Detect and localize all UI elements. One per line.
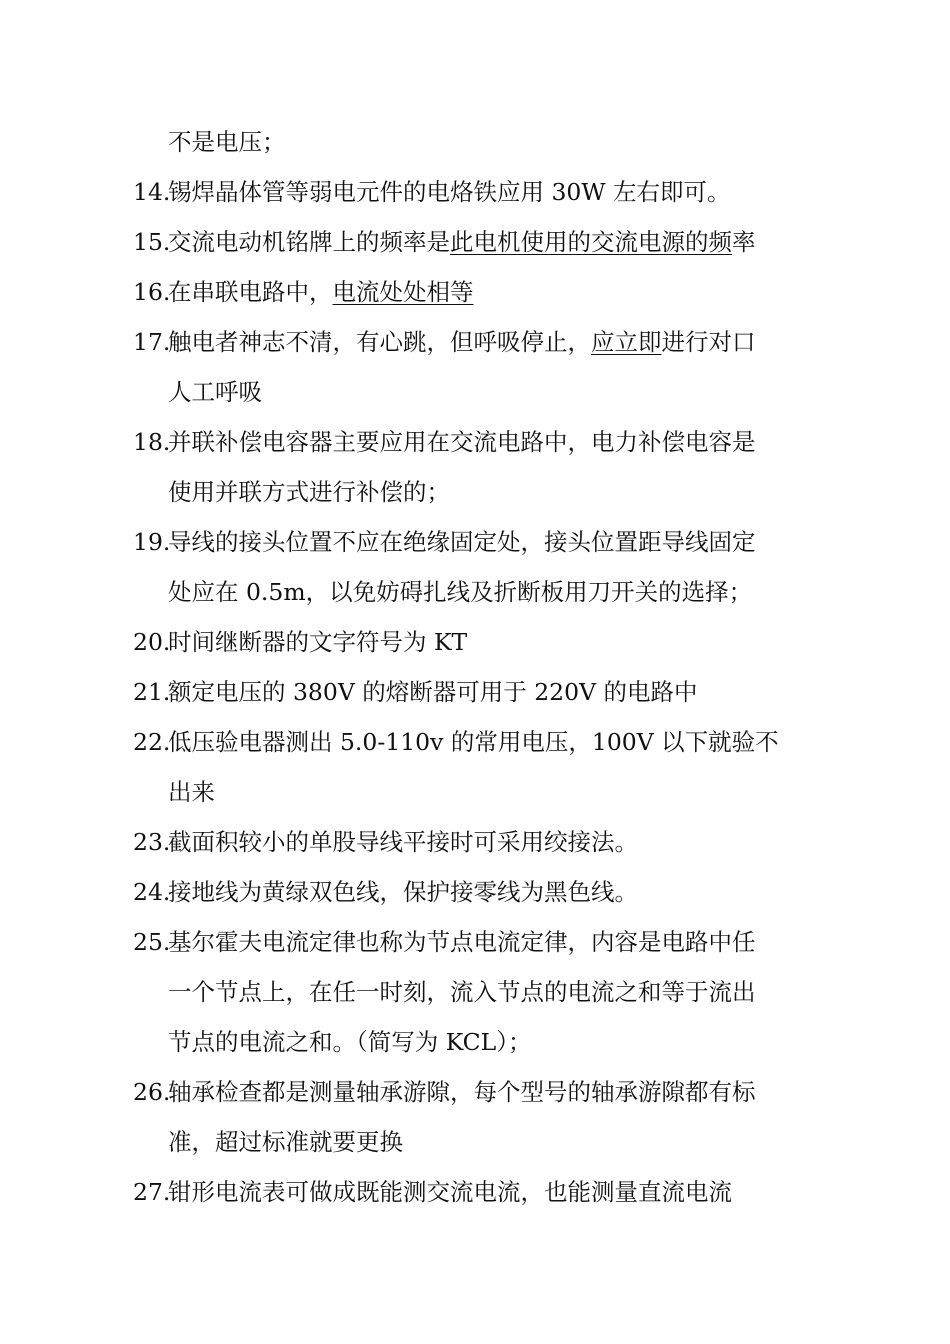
text-segment: 截面积较小的单股导线平接时可采用绞接法。 xyxy=(168,828,638,856)
item-text xyxy=(168,567,752,617)
item-text xyxy=(168,217,756,267)
item-text xyxy=(168,1017,531,1067)
item-text xyxy=(168,1067,756,1117)
text-segment: 基尔霍夫电流定律也称为节点电流定律，内容是电路中任 xyxy=(168,928,756,956)
item-text xyxy=(168,917,756,967)
text-segment: 轴承检查都是测量轴承游隙，每个型号的轴承游隙都有标 xyxy=(168,1078,756,1106)
text-segment: 不是电压； xyxy=(168,128,286,156)
item-number: 22. xyxy=(133,728,171,756)
item-number: 20. xyxy=(133,628,171,656)
item-text xyxy=(168,817,638,867)
item-text xyxy=(168,617,467,667)
item-number: 18. xyxy=(133,428,171,456)
text-segment: 交流电动机铭牌上的频率是 xyxy=(168,228,450,256)
item-text xyxy=(168,417,756,467)
item-text xyxy=(168,467,450,517)
item-number: 16. xyxy=(133,278,171,306)
text-segment: 在串联电路中， xyxy=(168,278,333,306)
text-segment: 时间继断器的文字符号为 KT xyxy=(168,628,468,656)
text-segment: 准，超过标准就要更换 xyxy=(168,1128,403,1156)
item-text xyxy=(168,1167,732,1217)
item-text xyxy=(168,517,756,567)
item-number: 27. xyxy=(133,1178,171,1206)
text-segment: 人工呼吸 xyxy=(168,378,262,406)
item-text xyxy=(168,117,286,167)
text-segment: 锡焊晶体管等弱电元件的电烙铁应用 30W 左右即可。 xyxy=(168,178,731,206)
item-text xyxy=(168,767,215,817)
text-segment: 并联补偿电容器主要应用在交流电路中，电力补偿电容是 xyxy=(168,428,756,456)
text-segment: 一个节点上，在任一时刻，流入节点的电流之和等于流出 xyxy=(168,978,756,1006)
text-segment: 接地线为黄绿双色线，保护接零线为黑色线。 xyxy=(168,878,638,906)
item-text xyxy=(168,867,638,917)
text-segment: 率 xyxy=(732,228,756,256)
item-number: 24. xyxy=(133,878,171,906)
item-text xyxy=(168,167,731,217)
item-number: 17. xyxy=(133,328,171,356)
text-segment: 节点的电流之和。（简写为 KCL）； xyxy=(168,1028,532,1056)
item-text xyxy=(168,967,756,1017)
text-segment: 钳形电流表可做成既能测交流电流，也能测量直流电流 xyxy=(168,1178,732,1206)
text-segment: 触电者神志不清，有心跳，但呼吸停止， xyxy=(168,328,591,356)
underlined-answer: 此电机使用的交流电源的频 xyxy=(450,228,732,256)
item-number: 23. xyxy=(133,828,171,856)
item-number: 19. xyxy=(133,528,171,556)
underlined-answer: 应立即 xyxy=(591,328,662,356)
item-text xyxy=(168,317,756,367)
item-text xyxy=(168,667,698,717)
text-segment: 额定电压的 380V 的熔断器可用于 220V 的电路中 xyxy=(168,678,698,706)
text-segment: 出来 xyxy=(168,778,215,806)
item-text xyxy=(168,717,779,767)
item-number: 21. xyxy=(133,678,171,706)
item-text xyxy=(168,267,474,317)
text-segment: 导线的接头位置不应在绝缘固定处，接头位置距导线固定 xyxy=(168,528,756,556)
item-text xyxy=(168,1117,403,1167)
underlined-answer: 电流处处相等 xyxy=(332,278,474,306)
text-segment: 进行对口 xyxy=(661,328,756,356)
text-segment: 低压验电器测出 5.0-110v 的常用电压，100V 以下就验不 xyxy=(168,728,779,756)
item-number: 15. xyxy=(133,228,171,256)
text-segment: 使用并联方式进行补偿的； xyxy=(168,478,450,506)
item-text xyxy=(168,367,262,417)
text-segment: 处应在 0.5m，以免妨碍扎线及折断板用刀开关的选择； xyxy=(168,578,753,606)
item-number: 25. xyxy=(133,928,171,956)
item-number: 14. xyxy=(133,178,171,206)
item-number: 26. xyxy=(133,1078,171,1106)
